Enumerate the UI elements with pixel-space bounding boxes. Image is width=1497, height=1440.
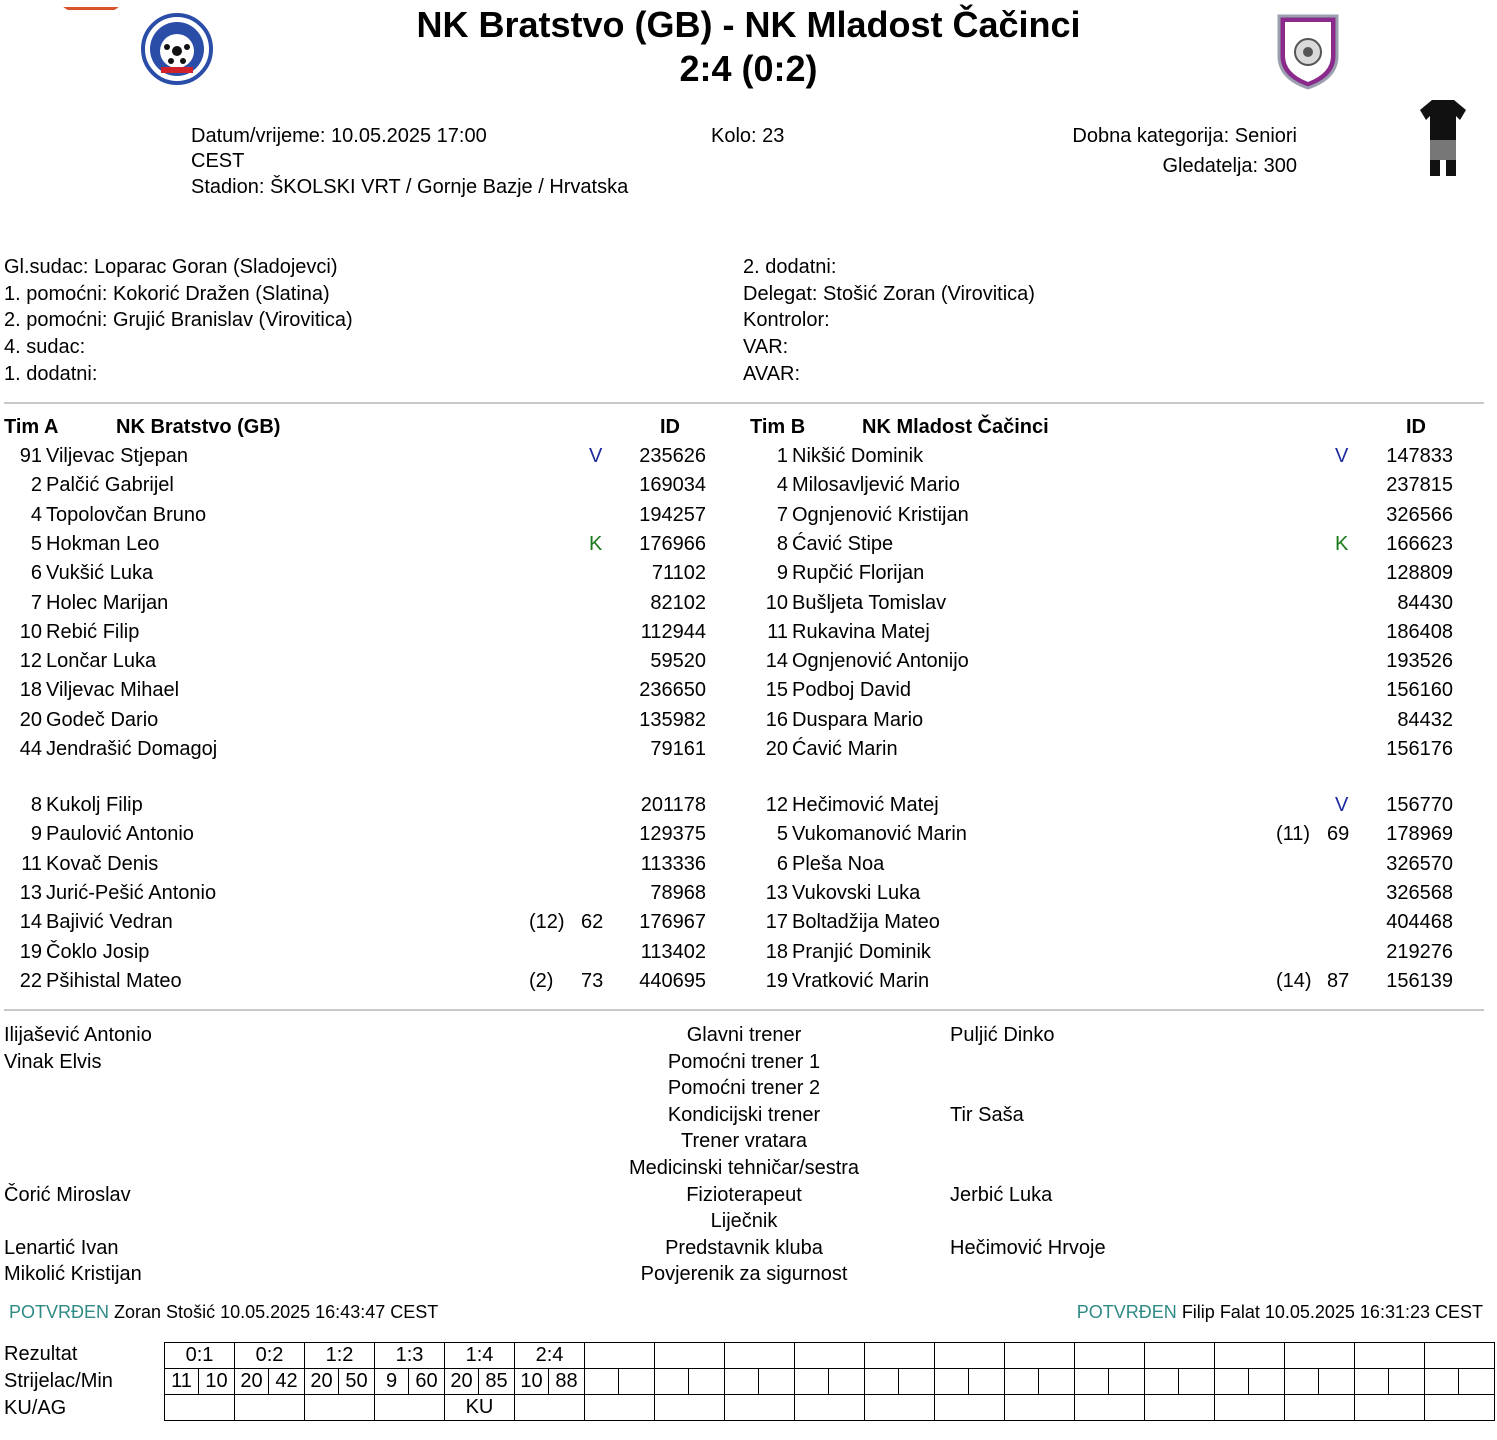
staff-role: Fizioterapeut	[686, 1183, 802, 1206]
player-name: Viljevac Mihael	[46, 679, 180, 702]
player-row	[0, 676, 1497, 705]
player-name: Bušljeta Tomislav	[792, 591, 947, 614]
player-name: Paulović Antonio	[46, 823, 194, 846]
result-cell	[1425, 1343, 1495, 1369]
official-line: Gl.sudac: Loparac Goran (Sladojevci)	[4, 256, 338, 278]
confirmation-left	[9, 1302, 438, 1323]
player-number: 6	[30, 562, 42, 585]
scorer-number-cell: 11	[165, 1369, 199, 1395]
staff-team-a: Lenartić Ivan	[4, 1236, 119, 1259]
staff-team-b: Hečimović Hrvoje	[950, 1236, 1106, 1259]
scorer-number-cell: 20	[305, 1369, 339, 1395]
result-cell	[655, 1343, 725, 1369]
player-name: Rupčić Florijan	[792, 562, 925, 585]
player-id: 201178	[640, 794, 706, 816]
substituted-for: (14)	[1276, 969, 1312, 992]
official-line: VAR:	[743, 336, 789, 359]
player-row	[0, 589, 1497, 618]
player-number: 14	[765, 650, 788, 673]
result-cell	[1145, 1343, 1215, 1369]
player-id: 178969	[1386, 823, 1453, 846]
scorer-number-cell: 20	[235, 1369, 269, 1395]
ku-cell	[585, 1395, 655, 1421]
scorer-minute-cell	[1249, 1369, 1285, 1395]
player-row	[0, 442, 1497, 471]
player-name: Viljevac Stjepan	[46, 445, 188, 467]
player-id: 113402	[640, 940, 706, 963]
scorer-minute-cell	[899, 1369, 935, 1395]
player-id: 156176	[1386, 738, 1453, 760]
player-row	[0, 618, 1497, 647]
result-cell	[725, 1343, 795, 1369]
player-number: 19	[19, 940, 42, 963]
scorer-number-cell	[725, 1369, 759, 1395]
player-name: Ognjenović Kristijan	[792, 503, 969, 526]
scorer-number-cell	[1005, 1369, 1039, 1395]
player-id: 84432	[1397, 708, 1453, 731]
round-label: Kolo: 23	[711, 125, 785, 147]
player-id: 237815	[1386, 474, 1453, 497]
staff-role: Povjerenik za sigurnost	[640, 1263, 848, 1286]
scorer-minute-cell	[1039, 1369, 1075, 1395]
player-id: 135982	[639, 708, 706, 731]
result-cell	[1075, 1343, 1145, 1369]
player-id: 169034	[639, 474, 706, 497]
player-number: 44	[19, 738, 42, 760]
player-name: Vukovski Luka	[792, 881, 921, 904]
player-name: Ognjenović Antonijo	[792, 650, 969, 673]
ku-cell	[1145, 1395, 1215, 1421]
result-cell	[865, 1343, 935, 1369]
staff-role: Liječnik	[710, 1210, 778, 1233]
player-number: 8	[30, 794, 42, 816]
sub-minute: 62	[581, 911, 604, 934]
match-score: 2:4 (0:2)	[679, 48, 818, 89]
result-cell: 1:2	[305, 1343, 375, 1369]
divider	[4, 1009, 1484, 1011]
scorer-minute-cell: 60	[409, 1369, 445, 1395]
team-a-id-header: ID	[660, 416, 680, 438]
staff-team-a: Ilijašević Antonio	[4, 1024, 152, 1046]
player-id: 186408	[1386, 620, 1453, 643]
scorer-minute-cell: 42	[269, 1369, 305, 1395]
player-number: 4	[30, 503, 42, 526]
scorer-number-cell	[1215, 1369, 1249, 1395]
result-cell: 2:4	[515, 1343, 585, 1369]
scoreboard-table	[164, 1342, 1495, 1421]
scorer-minute-cell	[689, 1369, 725, 1395]
team-a-name: NK Bratstvo (GB)	[116, 416, 281, 438]
ku-cell	[165, 1395, 235, 1421]
player-id: 236650	[639, 679, 706, 702]
player-row	[0, 647, 1497, 676]
scorer-number-cell	[1425, 1369, 1459, 1395]
substituted-for: (11)	[1276, 823, 1311, 846]
player-row	[0, 559, 1497, 588]
player-name: Vratković Marin	[792, 969, 930, 992]
scorer-number-cell	[585, 1369, 619, 1395]
player-number: 14	[19, 911, 42, 934]
confirmed-status: POTVRĐEN	[9, 1302, 110, 1322]
ku-cell	[1355, 1395, 1425, 1421]
player-row	[0, 501, 1497, 530]
captain-marker: K	[589, 532, 603, 555]
player-number: 7	[776, 503, 788, 526]
scorer-minute-cell	[1389, 1369, 1425, 1395]
player-id: 156770	[1386, 794, 1453, 816]
player-id: 176966	[639, 532, 706, 555]
player-name: Boltadžija Mateo	[792, 911, 940, 934]
result-cell	[935, 1343, 1005, 1369]
ku-cell	[1215, 1395, 1285, 1421]
player-number: 2	[30, 474, 42, 497]
player-number: 5	[776, 823, 788, 846]
result-cell	[585, 1343, 655, 1369]
confirmation-right	[1077, 1302, 1483, 1323]
player-number: 15	[765, 679, 788, 702]
scorer-number-cell	[1355, 1369, 1389, 1395]
scorer-minute-cell	[1459, 1369, 1495, 1395]
player-id: 129375	[639, 823, 706, 846]
result-cell	[1355, 1343, 1425, 1369]
player-number: 91	[19, 445, 42, 467]
staff-role: Kondicijski trener	[667, 1103, 821, 1126]
result-cell	[1285, 1343, 1355, 1369]
staff-role: Predstavnik kluba	[665, 1236, 823, 1259]
spectators-label: Gledatelja: 300	[1162, 155, 1297, 177]
match-title: NK Bratstvo (GB) - NK Mladost Čačinci	[416, 4, 1081, 45]
player-name: Rukavina Matej	[792, 620, 930, 643]
player-number: 4	[776, 474, 788, 497]
player-id: 404468	[1386, 911, 1453, 934]
official-line: AVAR:	[743, 362, 801, 385]
player-name: Vukomanović Marin	[792, 823, 967, 846]
scorer-number-cell	[865, 1369, 899, 1395]
player-name: Čoklo Josip	[46, 940, 150, 963]
official-line: 4. sudac:	[4, 336, 86, 359]
player-name: Pšihistal Mateo	[46, 969, 182, 992]
result-row-label: Rezultat	[4, 1343, 78, 1365]
team-b-label: Tim B	[750, 416, 806, 438]
player-name: Podboj David	[792, 679, 911, 702]
player-number: 11	[21, 852, 42, 875]
player-number: 19	[765, 969, 788, 992]
captain-marker: K	[1335, 532, 1349, 555]
player-id: 156160	[1386, 679, 1453, 702]
goalkeeper-marker: V	[1335, 445, 1349, 467]
sub-row	[0, 879, 1497, 908]
player-name: Ćavić Stipe	[792, 532, 894, 555]
player-name: Godeč Dario	[46, 708, 159, 731]
player-id: 194257	[639, 503, 706, 526]
player-id: 235626	[639, 445, 706, 467]
player-id: 59520	[650, 650, 706, 673]
official-line: 2. dodatni:	[743, 256, 837, 278]
player-id: 440695	[639, 969, 706, 992]
player-number: 17	[765, 911, 788, 934]
player-id: 71102	[651, 562, 706, 585]
player-id: 176967	[639, 911, 706, 934]
staff-team-b: Jerbić Luka	[950, 1183, 1053, 1206]
ku-cell	[1005, 1395, 1075, 1421]
ku-cell	[1075, 1395, 1145, 1421]
sub-row	[0, 850, 1497, 879]
player-name: Milosavljević Mario	[792, 474, 960, 497]
player-name: Palčić Gabrijel	[46, 474, 174, 497]
ku-cell	[305, 1395, 375, 1421]
scorer-minute-cell	[759, 1369, 795, 1395]
player-name: Pleša Noa	[792, 852, 885, 875]
scorer-number-cell	[1075, 1369, 1109, 1395]
ku-cell	[1285, 1395, 1355, 1421]
ku-cell	[515, 1395, 585, 1421]
player-name: Nikšić Dominik	[792, 445, 924, 467]
staff-team-a: Vinak Elvis	[4, 1050, 102, 1073]
player-number: 20	[765, 738, 788, 760]
staff-team-a: Mikolić Kristijan	[4, 1263, 142, 1286]
scorer-minute-cell	[1179, 1369, 1215, 1395]
player-name: Pranjić Dominik	[792, 940, 931, 963]
sub-row	[0, 820, 1497, 849]
player-number: 22	[19, 969, 42, 992]
ku-cell	[725, 1395, 795, 1421]
scorer-minute-cell: 88	[549, 1369, 585, 1395]
scorer-number-cell	[1285, 1369, 1319, 1395]
ku-cell	[1425, 1395, 1495, 1421]
player-id: 326566	[1386, 503, 1453, 526]
scorer-minute-cell	[619, 1369, 655, 1395]
ku-cell: KU	[445, 1395, 515, 1421]
result-row	[165, 1343, 1495, 1369]
player-number: 9	[30, 823, 42, 846]
substituted-for: (2)	[529, 969, 554, 992]
official-line: 1. pomoćni: Kokorić Dražen (Slatina)	[4, 282, 330, 305]
sub-row	[0, 908, 1497, 937]
player-row	[0, 706, 1497, 735]
scorer-number-cell: 9	[375, 1369, 409, 1395]
official-line: Kontrolor:	[743, 309, 830, 332]
player-number: 6	[776, 852, 788, 875]
staff-role: Glavni trener	[686, 1024, 802, 1046]
player-name: Vukšić Luka	[46, 562, 154, 585]
player-name: Hokman Leo	[46, 532, 160, 555]
sub-minute: 69	[1327, 823, 1350, 846]
player-id: 113336	[640, 852, 706, 875]
player-name: Topolovčan Bruno	[46, 503, 207, 526]
player-id: 82102	[650, 591, 706, 614]
player-name: Hečimović Matej	[792, 794, 939, 816]
sub-minute: 73	[581, 969, 604, 992]
player-number: 9	[776, 562, 788, 585]
player-number: 7	[30, 591, 42, 614]
ku-cell	[865, 1395, 935, 1421]
player-id: 219276	[1386, 940, 1453, 963]
scorer-row-label: Strijelac/Min	[4, 1370, 113, 1392]
player-id: 112944	[640, 620, 706, 643]
result-cell: 0:1	[165, 1343, 235, 1369]
scorer-minute-cell: 85	[479, 1369, 515, 1395]
player-id: 193526	[1386, 650, 1453, 673]
player-number: 18	[765, 940, 788, 963]
player-number: 8	[776, 532, 788, 555]
player-name: Duspara Mario	[792, 708, 924, 731]
player-number: 18	[19, 679, 42, 702]
player-row	[0, 471, 1497, 500]
player-id: 84430	[1397, 591, 1453, 614]
player-id: 166623	[1386, 532, 1453, 555]
ku-cell	[935, 1395, 1005, 1421]
scorer-minute-cell	[1319, 1369, 1355, 1395]
staff-role: Pomoćni trener 2	[667, 1077, 821, 1100]
official-line: 1. dodatni:	[4, 362, 98, 385]
player-number: 12	[765, 794, 788, 816]
team-a-label: Tim A	[4, 416, 59, 438]
sub-row	[0, 938, 1497, 967]
datetime-label: Datum/vrijeme: 10.05.2025 17:00	[191, 125, 487, 147]
player-name: Rebić Filip	[46, 620, 140, 643]
player-id: 156139	[1386, 969, 1453, 992]
player-id: 326568	[1386, 881, 1453, 904]
result-cell	[795, 1343, 865, 1369]
scorer-row	[165, 1369, 1495, 1395]
team-b-id-header: ID	[1406, 416, 1426, 438]
divider	[4, 402, 1484, 404]
scorer-number-cell	[1145, 1369, 1179, 1395]
player-name: Holec Marijan	[46, 591, 169, 614]
player-id: 79161	[650, 738, 706, 760]
staff-role: Trener vratara	[681, 1130, 807, 1153]
official-line: 2. pomoćni: Grujić Branislav (Virovitica)	[4, 309, 353, 332]
player-number: 13	[19, 881, 42, 904]
ku-cell	[375, 1395, 445, 1421]
player-number: 13	[765, 881, 788, 904]
player-name: Ćavić Marin	[792, 738, 898, 760]
timezone-label: CEST	[191, 150, 245, 172]
player-id: 78968	[650, 881, 706, 904]
goalkeeper-marker: V	[589, 445, 603, 467]
sub-row	[0, 967, 1497, 996]
goalkeeper-marker: V	[1335, 794, 1349, 816]
result-cell: 0:2	[235, 1343, 305, 1369]
kit-icon	[1418, 98, 1468, 178]
player-name: Kukolj Filip	[46, 794, 143, 816]
player-number: 1	[776, 445, 788, 467]
player-id: 128809	[1386, 562, 1453, 585]
player-number: 10	[765, 591, 788, 614]
team-b-name: NK Mladost Čačinci	[862, 416, 1049, 438]
scorer-minute-cell	[829, 1369, 865, 1395]
result-cell	[1215, 1343, 1285, 1369]
result-cell	[1005, 1343, 1075, 1369]
confirmation-text: Filip Falat 10.05.2025 16:31:23 CEST	[1181, 1302, 1483, 1322]
result-cell: 1:3	[375, 1343, 445, 1369]
player-number: 10	[19, 620, 42, 643]
player-number: 20	[19, 708, 42, 731]
staff-role: Medicinski tehničar/sestra	[628, 1157, 860, 1179]
scorer-minute-cell: 50	[339, 1369, 375, 1395]
ku-row	[165, 1395, 1495, 1421]
player-name: Kovač Denis	[46, 852, 159, 875]
category-label: Dobna kategorija: Seniori	[1072, 125, 1297, 147]
player-id: 326570	[1386, 852, 1453, 875]
player-name: Bajivić Vedran	[46, 911, 173, 934]
official-line: Delegat: Stošić Zoran (Virovitica)	[743, 282, 1035, 305]
player-row	[0, 530, 1497, 559]
player-number: 12	[19, 650, 42, 673]
player-number: 16	[765, 708, 788, 731]
scorer-number-cell: 20	[445, 1369, 479, 1395]
player-number: 11	[767, 620, 788, 643]
scorer-minute-cell	[1109, 1369, 1145, 1395]
ku-row-label: KU/AG	[4, 1397, 67, 1419]
scorer-number-cell	[935, 1369, 969, 1395]
player-name: Jurić-Pešić Antonio	[46, 881, 217, 904]
staff-team-b: Tir Saša	[950, 1103, 1024, 1126]
scorer-number-cell	[655, 1369, 689, 1395]
scorer-minute-cell	[969, 1369, 1005, 1395]
substituted-for: (12)	[529, 911, 565, 934]
player-id: 147833	[1386, 445, 1453, 467]
confirmation-text: Zoran Stošić 10.05.2025 16:43:47 CEST	[114, 1302, 439, 1322]
player-name: Jendrašić Domagoj	[46, 738, 218, 760]
sub-row	[0, 791, 1497, 820]
player-row	[0, 735, 1497, 764]
sub-minute: 87	[1327, 969, 1350, 992]
confirmed-status: POTVRĐEN	[1076, 1302, 1177, 1322]
player-name: Lončar Luka	[46, 650, 157, 673]
stadium-label: Stadion: ŠKOLSKI VRT / Gornje Bazje / Hrvatska	[191, 176, 629, 198]
staff-role: Pomoćni trener 1	[667, 1050, 821, 1073]
scorer-number-cell: 10	[515, 1369, 549, 1395]
scorer-number-cell	[795, 1369, 829, 1395]
ku-cell	[795, 1395, 865, 1421]
staff-team-b: Puljić Dinko	[950, 1024, 1055, 1046]
ku-cell	[655, 1395, 725, 1421]
ku-cell	[235, 1395, 305, 1421]
result-cell: 1:4	[445, 1343, 515, 1369]
staff-team-a: Čorić Miroslav	[4, 1183, 131, 1206]
scorer-minute-cell: 10	[199, 1369, 235, 1395]
player-number: 5	[30, 532, 42, 555]
